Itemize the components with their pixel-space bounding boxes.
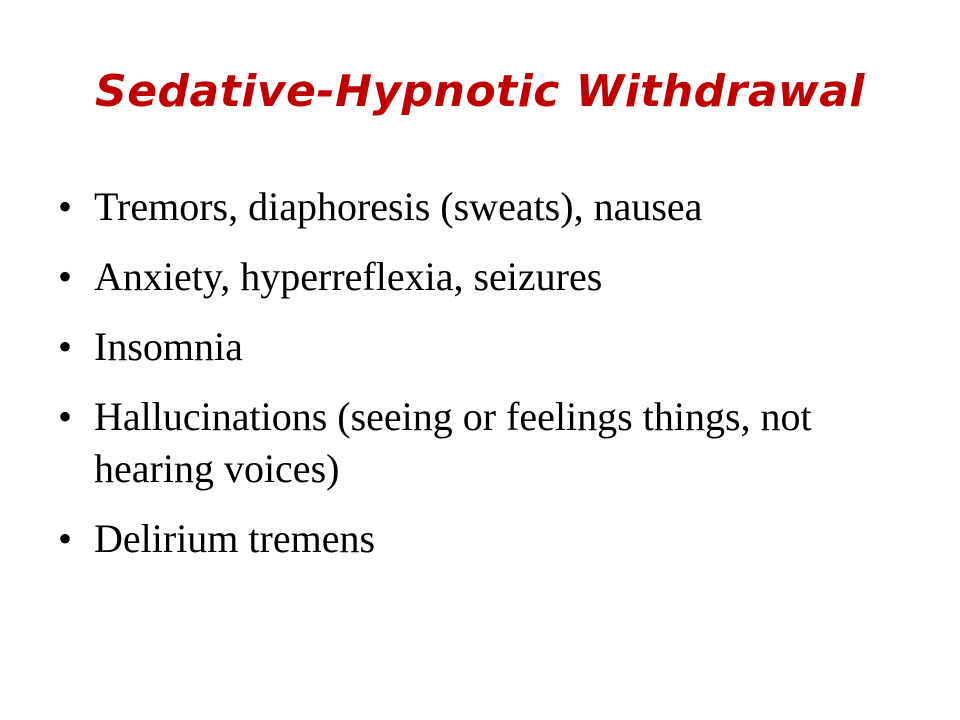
bullet-item-tremors bbox=[58, 181, 938, 233]
bullet-text: Tremors, diaphoresis (sweats), nausea bbox=[94, 184, 703, 229]
bullet-item-hallucinations bbox=[58, 391, 938, 495]
bullet-text: Delirium tremens bbox=[94, 516, 376, 561]
bullet-icon: • bbox=[58, 324, 73, 369]
bullet-icon: • bbox=[58, 254, 73, 299]
bullet-text: Anxiety, hyperreflexia, seizures bbox=[94, 254, 603, 299]
bullet-icon: • bbox=[58, 184, 73, 229]
bullet-item-insomnia bbox=[58, 321, 938, 373]
bullet-text: Insomnia bbox=[94, 324, 243, 369]
bullet-item-delirium bbox=[58, 513, 938, 565]
bullet-icon: • bbox=[58, 516, 73, 561]
slide-title: Sedative-Hypnotic Withdrawal bbox=[95, 66, 865, 117]
bullet-item-anxiety bbox=[58, 251, 938, 303]
bullet-list bbox=[58, 181, 938, 583]
bullet-text: Hallucinations (seeing or feelings things, not hearing voices) bbox=[94, 394, 812, 491]
bullet-icon: • bbox=[58, 394, 73, 439]
